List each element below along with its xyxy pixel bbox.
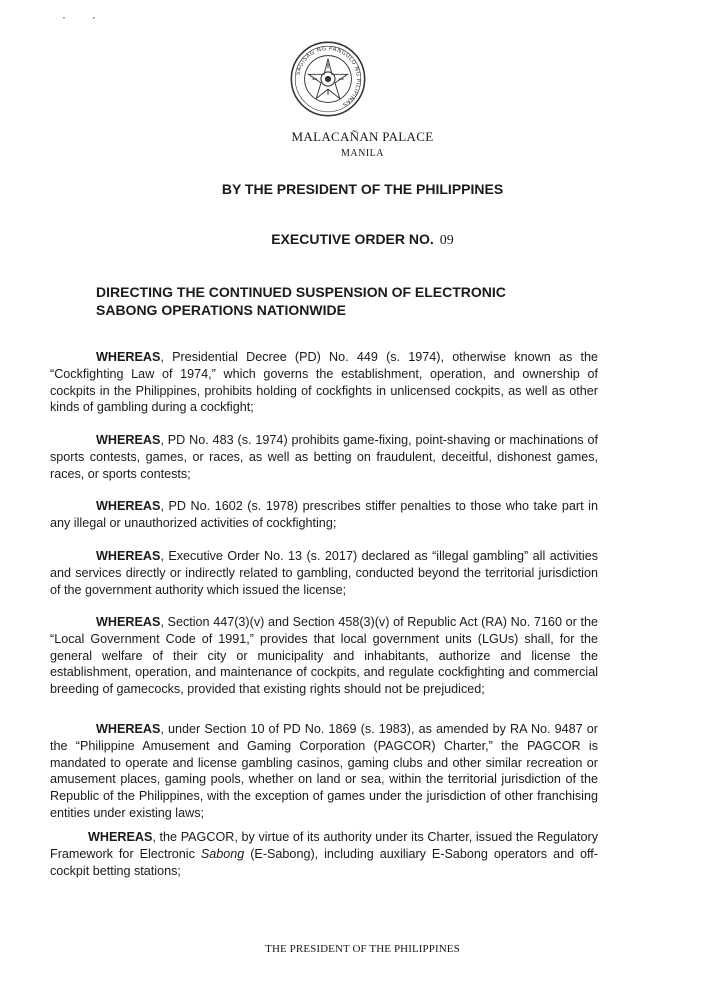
whereas-lead: WHEREAS	[96, 433, 161, 447]
palace-city: MANILA	[341, 148, 384, 159]
whereas-paragraph	[50, 349, 598, 416]
whereas-paragraph	[50, 614, 598, 698]
issuing-authority: BY THE PRESIDENT OF THE PHILIPPINES	[221, 181, 504, 197]
whereas-lead: WHEREAS	[88, 830, 153, 844]
whereas-text: , the PAGCOR, by virtue of its authority under its Charter, issued the Regulatory Framework for Electronic	[50, 830, 598, 861]
palace-name: MALACAÑAN PALACE	[291, 129, 434, 144]
page-footer: THE PRESIDENT OF THE PHILIPPINES	[265, 943, 460, 955]
whereas-paragraph	[50, 829, 598, 879]
whereas-text: , Executive Order No. 13 (s. 2017) declared as “illegal gambling” all activities and services directly or indirectly related to gambling, conducted beyond the territorial jurisdiction of the government authority which issued the license;	[50, 549, 598, 597]
whereas-text: , PD No. 1602 (s. 1978) prescribes stiffer penalties to those who take part in any illegal or unauthorized activities of cockfighting;	[50, 499, 598, 530]
executive-order-number: 09	[439, 233, 454, 248]
whereas-lead: WHEREAS	[96, 499, 161, 513]
executive-order-heading	[0, 231, 725, 249]
whereas-lead: WHEREAS	[96, 722, 161, 736]
whereas-text: , PD No. 483 (s. 1974) prohibits game-fixing, point-shaving or machinations of sports contests, games, or races, as well as betting on fraudulent, deceitful, dishonest games, races, or sports contests;	[50, 433, 598, 481]
whereas-lead: WHEREAS	[96, 549, 161, 563]
whereas-paragraph	[50, 498, 598, 532]
executive-order-label: EXECUTIVE ORDER NO.	[271, 231, 434, 247]
whereas-paragraph	[50, 721, 598, 822]
presidential-seal-icon	[289, 40, 367, 118]
whereas-text: (E-Sabong), including auxiliary E-Sabong operators and off-cockpit betting stations;	[50, 846, 599, 878]
seal-text: SAGISAG NG PANGULO NG PILIPINAS	[295, 46, 361, 108]
scan-specks: ··	[62, 10, 122, 24]
whereas-lead: WHEREAS	[96, 615, 161, 629]
whereas-lead: WHEREAS	[96, 350, 161, 364]
whereas-text-emphasis: Sabong	[200, 846, 245, 861]
order-title: DIRECTING THE CONTINUED SUSPENSION OF ELECTRONIC SABONG OPERATIONS NATIONWIDE	[96, 284, 506, 318]
whereas-paragraph	[50, 432, 598, 482]
whereas-paragraph	[50, 548, 598, 598]
whereas-text: , Presidential Decree (PD) No. 449 (s. 1974), otherwise known as the “Cockfighting Law of 1974,” which governs the establishment, operation, and ownership of cockpits in the Philippines, prohibits holding of cockfights in unlicensed cockpits, as well as other kinds of gambling during a cockfight;	[50, 350, 598, 415]
whereas-text: , Section 447(3)(v) and Section 458(3)(v) of Republic Act (RA) No. 7160 or the “Local Government Code of 1991,” provides that local government units (LGUs) shall, for the general welfare of their city or municipality and inhabitants, authorize and license the establishment, operation, and maintenance of cockpits, and regulate cockfighting and commercial breeding of gamecocks, provided that existing rights should not be prejudiced;	[50, 615, 598, 697]
whereas-text: , under Section 10 of PD No. 1869 (s. 1983), as amended by RA No. 9487 or the “Philippine Amusement and Gaming Corporation (PAGCOR) Charter,” the PAGCOR is mandated to operate and license gambling casinos, gaming clubs and other similar recreation or amusement places, gaming pools, whether on land or sea, within the territorial jurisdiction of the Republic of the Philippines, with the exception of games under the jurisdiction of other franchising entities under existing laws;	[50, 722, 598, 820]
